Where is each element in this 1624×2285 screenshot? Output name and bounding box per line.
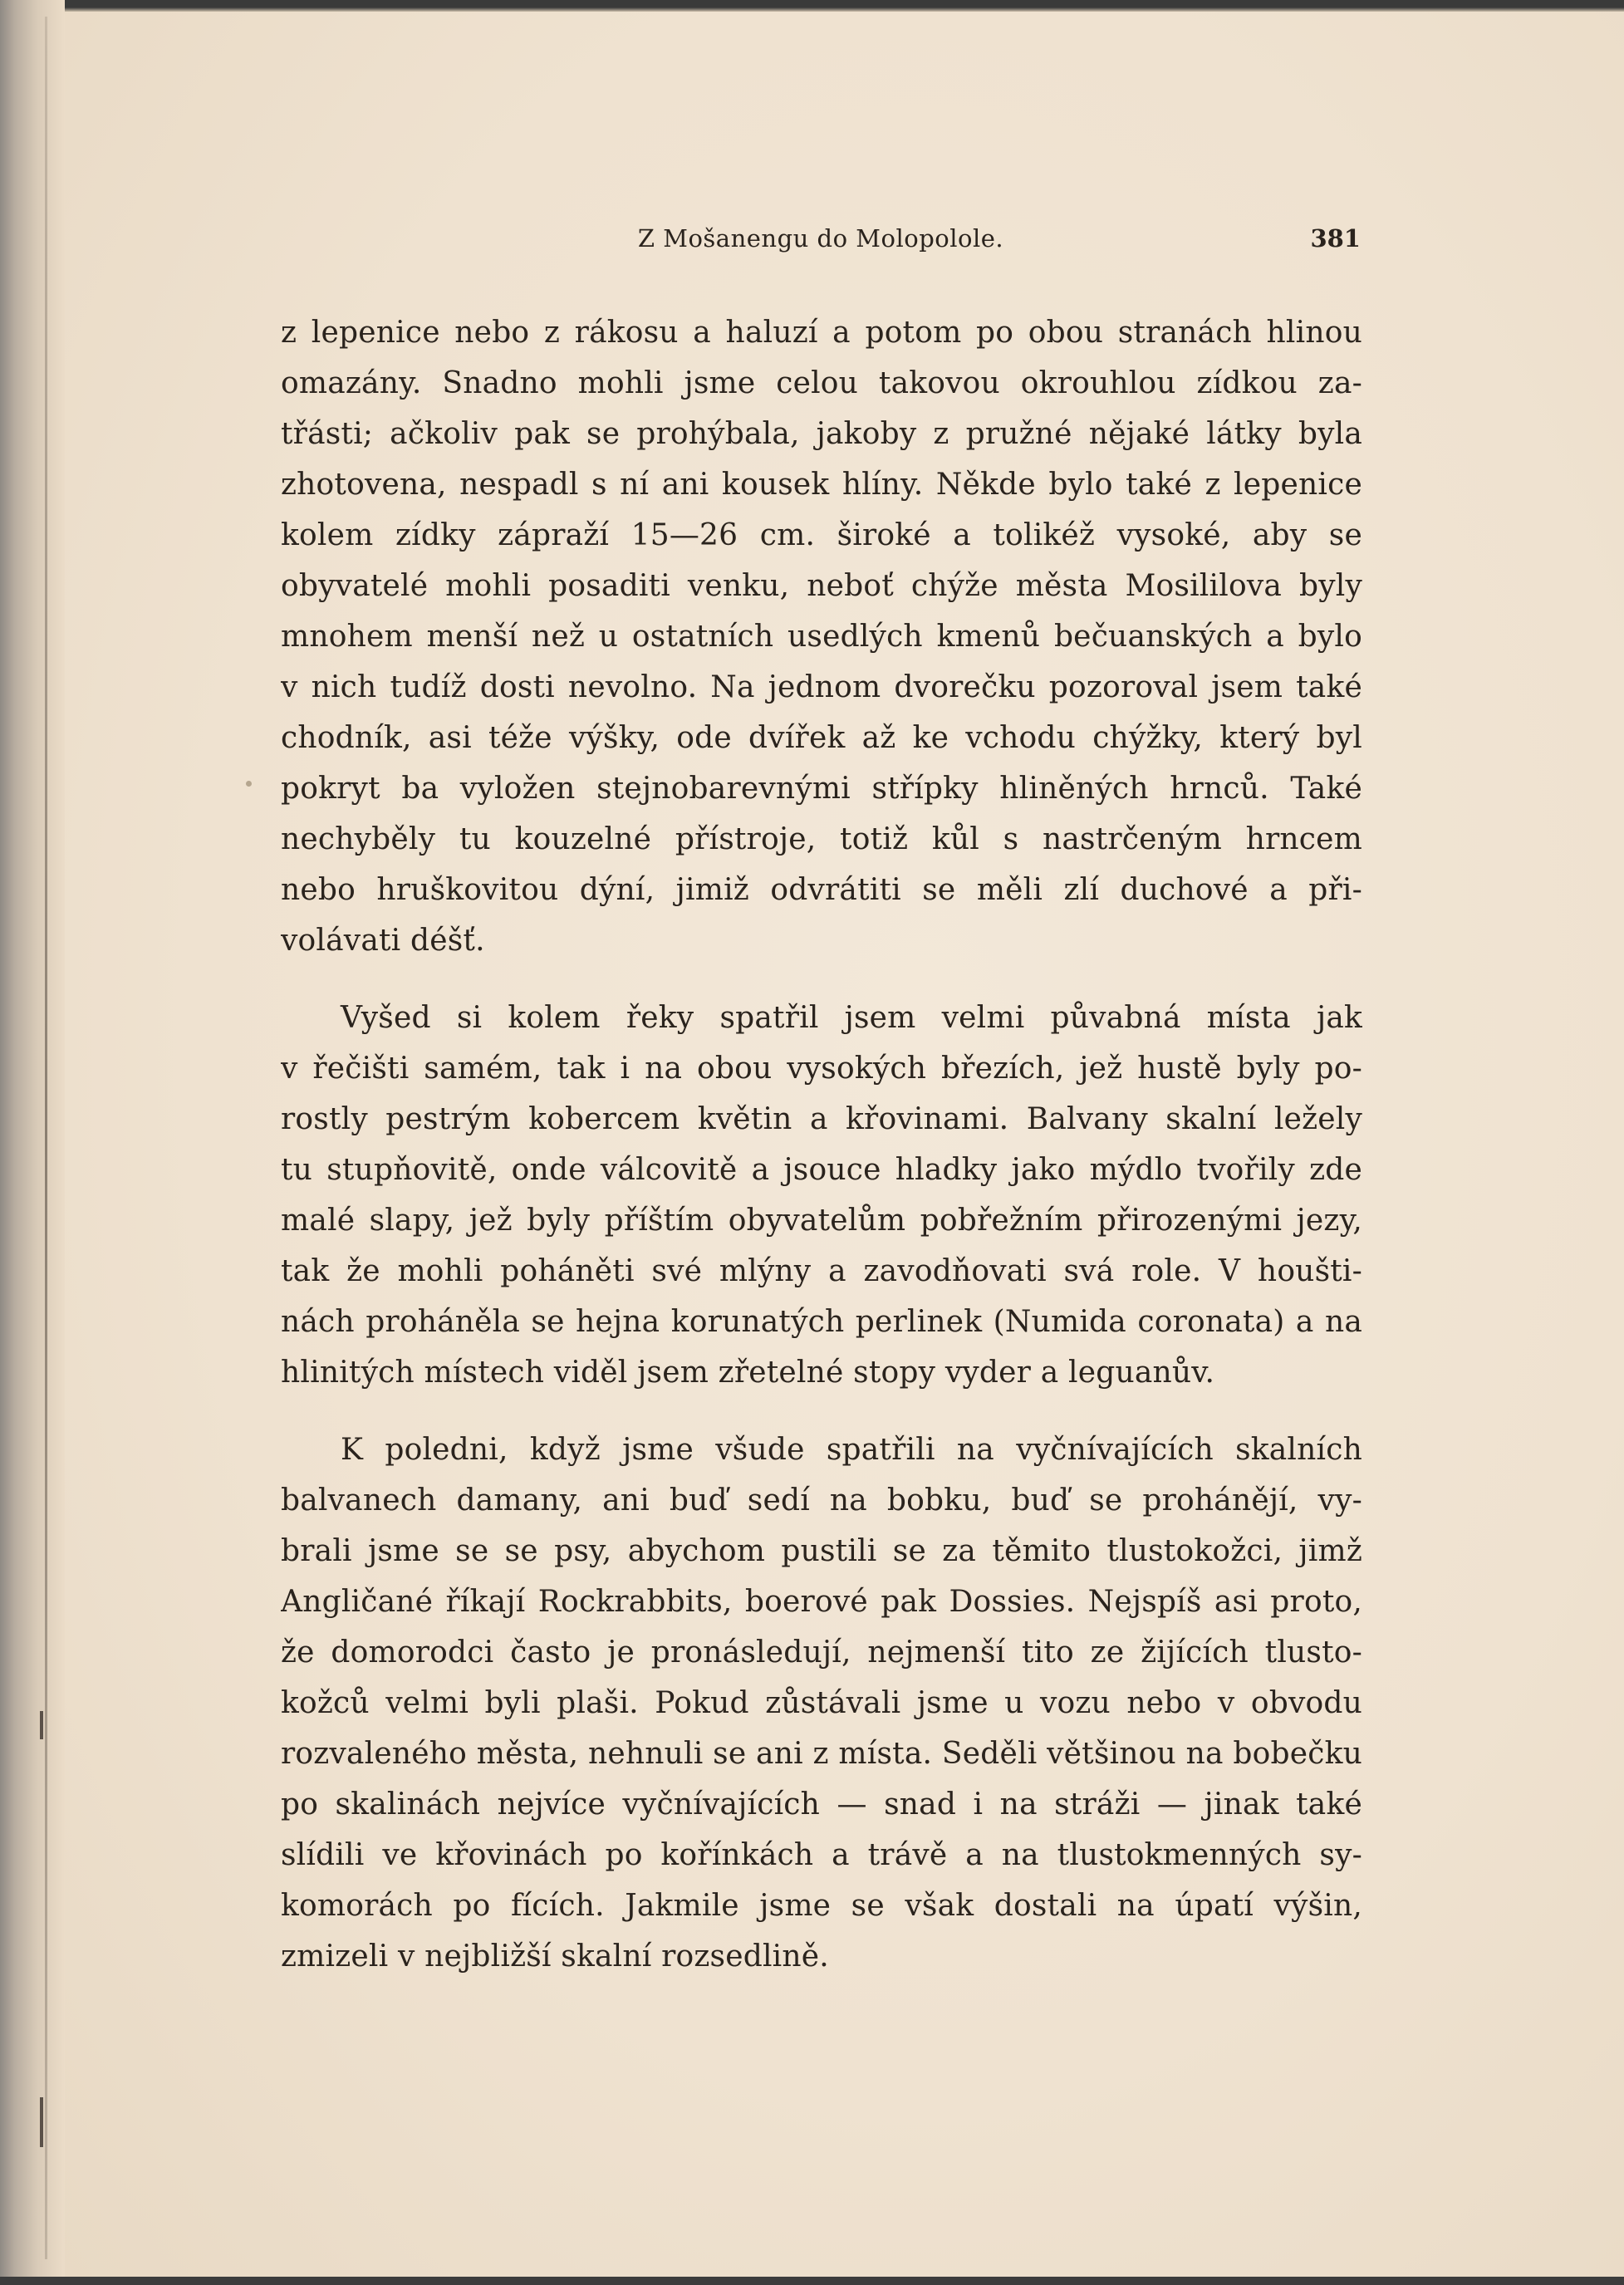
text-line: Vyšed si kolem řeky spatřil jsem velmi půvabná místa jak bbox=[341, 1001, 1362, 1035]
text-line: komorách po fících. Jakmile jsme se však dostali na úpatí výšin, bbox=[281, 1889, 1362, 1923]
text-line: rozvaleného města, nehnuli se ani z místa. Seděli většinou na bobečku bbox=[281, 1737, 1362, 1771]
text-line: kolem zídky zápraží 15—26 cm. široké a tolikéž vysoké, aby se bbox=[281, 518, 1362, 552]
text-line: nebo hruškovitou dýní, jimiž odvrátiti se měli zlí duchové a při- bbox=[281, 873, 1362, 907]
text-line: zhotovena, nespadl s ní ani kousek hlíny. Někde bylo také z lepenice bbox=[281, 468, 1362, 502]
text-body bbox=[281, 307, 1362, 1982]
page-top-edge bbox=[0, 0, 1624, 12]
margin-mark bbox=[40, 2097, 43, 2147]
text-line: Angličané říkají Rockrabbits, boerové pak Dossies. Nejspíš asi proto, bbox=[281, 1585, 1362, 1619]
text-line: tu stupňovitě, onde válcovitě a jsouce hladky jako mýdlo tvořily zde bbox=[281, 1153, 1362, 1187]
text-line: v nich tudíž dosti nevolno. Na jednom dvorečku pozoroval jsem také bbox=[281, 670, 1362, 704]
text-line: tak že mohli poháněti své mlýny a zavodňovati svá role. V houšti- bbox=[281, 1254, 1362, 1288]
text-line: slídili ve křovinách po kořínkách a trávě a na tlustokmenných sy- bbox=[281, 1838, 1362, 1872]
text-line: hlinitých místech viděl jsem zřetelné stopy vyder a leguanův. bbox=[281, 1356, 1215, 1390]
text-line: malé slapy, jež byly příštím obyvatelům pobřežním přirozenými jezy, bbox=[281, 1204, 1362, 1238]
text-line: nách proháněla se hejna korunatých perlinek (Numida coronata) a na bbox=[281, 1305, 1362, 1339]
text-line: mnohem menší než u ostatních usedlých kmenů bečuanských a bylo bbox=[281, 620, 1362, 654]
text-line: omazány. Snadno mohli jsme celou takovou okrouhlou zídkou za- bbox=[281, 366, 1362, 400]
text-line: chodník, asi téže výšky, ode dvířek až ke vchodu chýžky, který byl bbox=[281, 721, 1362, 755]
margin-speck bbox=[246, 781, 252, 787]
paragraph-1 bbox=[281, 307, 1362, 966]
running-title: Z Mošanengu do Molopolole. bbox=[637, 224, 1004, 253]
text-line: brali jsme se se psy, abychom pustili se za těmito tlustokožci, jimž bbox=[281, 1534, 1362, 1568]
text-line: z lepenice nebo z rákosu a haluzí a potom po obou stranách hlinou bbox=[281, 316, 1362, 350]
text-line: nechyběly tu kouzelné přístroje, totiž kůl s nastrčeným hrncem bbox=[281, 822, 1362, 856]
text-line: zmizeli v nejbližší skalní rozsedlině. bbox=[281, 1939, 829, 1974]
page-bottom-edge bbox=[0, 2277, 1624, 2285]
book-binding-shadow bbox=[0, 0, 65, 2285]
text-line: po skalinách nejvíce vyčnívajících — snad i na stráži — jinak také bbox=[281, 1787, 1362, 1822]
text-line: pokryt ba vyložen stejnobarevnými střípky hliněných hrnců. Také bbox=[281, 772, 1362, 806]
running-head bbox=[281, 224, 1361, 266]
text-line: třásti; ačkoliv pak se prohýbala, jakoby z pružné nějaké látky byla bbox=[281, 417, 1362, 451]
paragraph-2 bbox=[281, 993, 1362, 1398]
text-line: v řečišti samém, tak i na obou vysokých březích, jež hustě byly po- bbox=[281, 1052, 1362, 1086]
text-line: že domorodci často je pronásledují, nejmenší tito ze žijících tlusto- bbox=[281, 1635, 1362, 1670]
text-line: K poledni, když jsme všude spatřili na vyčnívajících skalních bbox=[341, 1433, 1362, 1467]
text-line: kožců velmi byli plaši. Pokud zůstávali jsme u vozu nebo v obvodu bbox=[281, 1686, 1362, 1720]
text-line: rostly pestrým kobercem květin a křovinami. Balvany skalní ležely bbox=[281, 1102, 1362, 1136]
text-line: balvanech damany, ani buď sedí na bobku, buď se prohánějí, vy- bbox=[281, 1483, 1362, 1518]
paragraph-3 bbox=[281, 1424, 1362, 1982]
page-number: 381 bbox=[1310, 224, 1361, 253]
text-line: obyvatelé mohli posaditi venku, neboť chýže města Mosililova byly bbox=[281, 569, 1362, 603]
binding-crease bbox=[45, 17, 47, 2259]
text-line: volávati déšť. bbox=[281, 924, 485, 958]
margin-mark bbox=[40, 1711, 43, 1739]
